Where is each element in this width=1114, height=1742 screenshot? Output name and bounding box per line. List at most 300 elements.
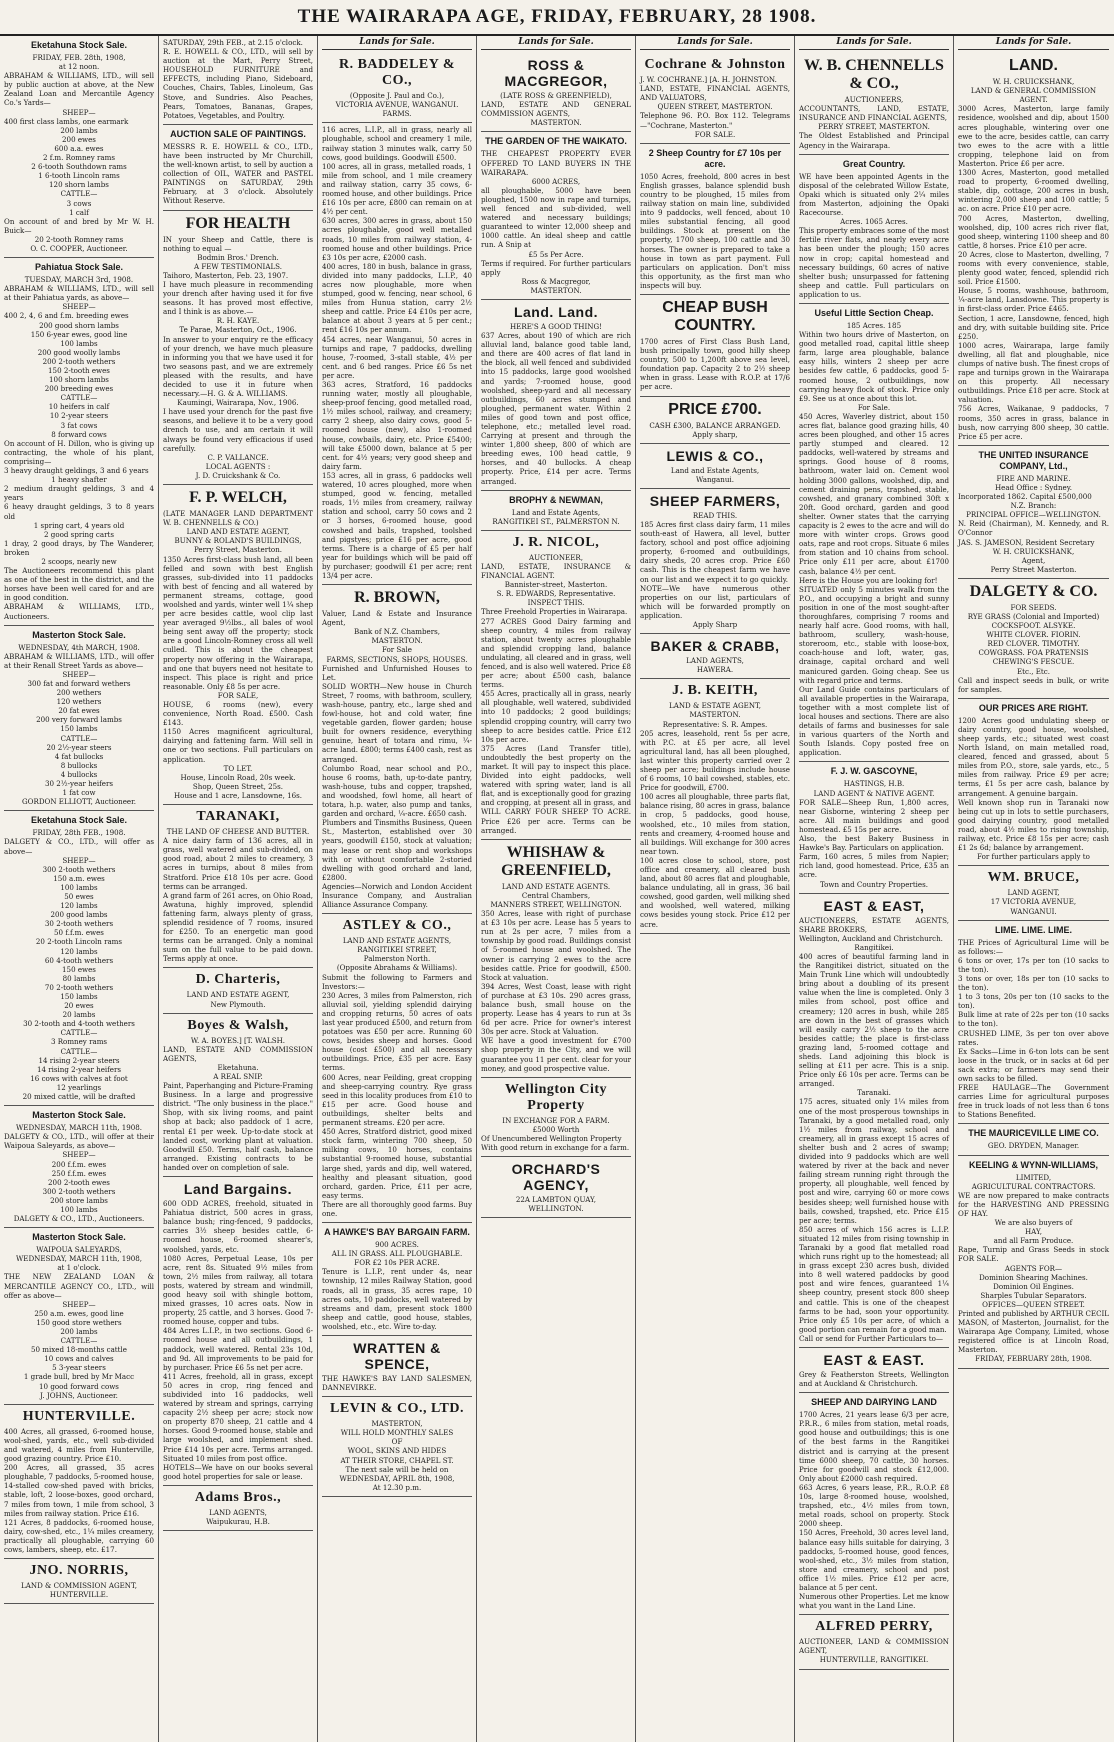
column-6: [795, 36, 954, 1742]
ad-text-line: CATTLE—: [60, 189, 98, 199]
ad-text-line: 200 wethers: [56, 688, 102, 698]
ad-text-line: SHEEP—: [62, 107, 96, 117]
ad-text-line: 363 acres, Stratford, 16 paddocks running water, mostly all ploughable, sheep-proof fencing, good metalled road, 1½ miles school, railway, and creamery; carry 2 sheep, also dairy cows, good 5-roomed house (new), also 1-roomed house, cowbails, dairy, etc. Price £5400; will take £5000 down, balance at 5 per cent. for 4½ years; very good sheep and dairy farm.: [322, 380, 472, 471]
ad-text-line: CASH £300, BALANCE ARRANGED.: [649, 420, 781, 430]
column-5: [636, 36, 795, 1742]
advertisement: [163, 125, 313, 211]
column-7: [954, 36, 1113, 1742]
ad-text-line: At 12.30 p.m.: [372, 1482, 422, 1492]
ad-text-line: 1 grade bull, bred by Mr Macc: [23, 1372, 135, 1382]
ad-text-line: 250 f.f.m. ewes: [51, 1168, 107, 1178]
ad-text-line: Telephone 96. P.O. Box 112. Telegrams—"Cochrane, Masterton.": [640, 111, 790, 130]
ad-heading: J. R. NICOL,: [512, 534, 600, 550]
ad-text-line: Eketahuna.: [217, 1062, 259, 1072]
ad-text-line: OF: [391, 1437, 403, 1447]
ad-text-line: CATTLE—: [60, 1336, 98, 1346]
ad-text-line: 756 Acres, Waikanae, 9 paddocks, 7 rooms, 350 acres in grass, balance in bush, now carrying 800 sheep, 30 cattle. Price £5 per acre.: [958, 404, 1109, 441]
ad-text-line: CHEWING'S FESCUE.: [992, 657, 1075, 667]
ad-heading: FOR HEALTH: [185, 214, 291, 232]
advertisement: [958, 53, 1109, 446]
ad-text-line: 400 acres, 180 in bush, balance in grass, divided into many paddocks, L.I.P., 40 acres now ploughable, more when stumped, good w. fencing, near school, 6 miles from Hunua station, carry 2½ sheep and cattle. Price £4 £10s per acre, balance at about 3 years at 5 per cent.; rent £16 10s per annum.: [322, 261, 472, 335]
ad-heading: BROPHY & NEWMAN,: [509, 494, 603, 505]
ad-text-line: A REAL SNIP.: [213, 1072, 263, 1081]
ad-text-line: RED CLOVER. TIMOTHY.: [987, 639, 1080, 649]
ad-text-line: 20 Acres, close to Masterton, dwelling, 7 rooms with every convenience, stable, plenty good water, fenced, splendid rich soil. Price £1500.: [958, 249, 1109, 287]
ad-heading: EAST & EAST,: [823, 897, 925, 914]
ad-text-line: 3 cows: [66, 198, 92, 208]
ad-text-line: In answer to your enquiry re the efficacy of your drench, we have much pleasure in informing you that we have used it for two seasons past, and we are extremely pleased with the results, and have decided to use it in future when necessary.—H. G. & A. WILLIAMS.: [163, 334, 313, 399]
ad-heading: LEVIN & CO., LTD.: [329, 1401, 464, 1417]
ad-text-line: ALL IN GRASS. ALL PLOUGHABLE.: [331, 1249, 463, 1259]
ad-heading: DALGETY & CO.: [969, 582, 1098, 600]
ad-text-line: WEDNESDAY, APRIL 8th, 1908,: [339, 1473, 455, 1483]
ad-text-line: HUNTERVILLE.: [49, 1590, 109, 1600]
ad-text-line: ACCOUNTANTS, LAND, ESTATE, INSURANCE AND FINANCIAL AGENTS,: [799, 104, 949, 123]
ad-text-line: at 12 noon.: [58, 62, 100, 72]
advertisement: [799, 762, 949, 893]
ad-text-line: THE Prices of Agricultural Lime will be as follows:—: [958, 937, 1109, 956]
ad-text-line: WILL HOLD MONTHLY SALES: [340, 1428, 454, 1438]
ad-text-line: For further particulars apply to: [977, 852, 1090, 862]
ad-text-line: 200 2-tooth wethers: [42, 356, 116, 366]
advertisement: [481, 1157, 631, 1218]
ad-text-line: DALGETY & CO., LTD., will offer at their Waipoua Saleyards, as above—: [4, 1132, 154, 1151]
ad-text-line: 700 Acres, Masterton, dwelling, woolshed, dip, 100 acres rich river flat, good sheep, wintering 1100 sheep and 80 cattle, 8 horses. Price £10 per acre.: [958, 213, 1109, 250]
ad-text-line: ABRAHAM & WILLIAMS, LTD., will sell by public auction at above, at the New Zealand Loan and Mercantile Agency Co.'s Yards—: [4, 71, 154, 108]
ad-text-line: TO LET.: [223, 763, 253, 773]
ad-text-line: 663 Acres, 6 years lease, P.R., R.O.P. £8 10s, large 8-roomed house, woolshed, trapshed, etc., 4½ miles from town, metal roads, school on property. Stock 2000 sheep.: [799, 1482, 949, 1529]
advertisement: [163, 211, 313, 486]
advertisement: [322, 1397, 472, 1497]
ad-heading: Eketahuna Stock Sale.: [30, 40, 128, 50]
ad-heading: J. B. KEITH,: [672, 683, 758, 699]
advertisement: [481, 132, 631, 300]
advertisement: [163, 1014, 313, 1177]
ad-text-line: 1 6-tooth Lincoln rams: [38, 171, 120, 181]
advertisement: [799, 894, 949, 1348]
column-header: Lands for Sale.: [958, 36, 1109, 50]
advertisement: [322, 1223, 472, 1336]
column-2: [159, 36, 318, 1742]
ad-text-line: WAIPOUA SALEYARDS,: [36, 1245, 122, 1255]
ad-text-line: FARMS, SECTIONS, SHOPS, HOUSES.: [326, 654, 468, 664]
ad-text-line: FIRE AND MARINE.: [996, 473, 1071, 483]
ad-text-line: SHEEP—: [62, 669, 96, 679]
ad-text-line: 150 6-year ewes, good line: [30, 329, 128, 339]
ad-text-line: 20 ewes: [64, 1001, 94, 1011]
ad-text-line: Agencies—Norwich and London Accident Insurance Company, and Australian Alliance Assurance Company.: [322, 881, 472, 910]
ad-text-line: 2 good spring carts: [44, 529, 114, 539]
ad-text-line: Kaumingi, Wairarapa, Nov., 1906.: [177, 398, 299, 408]
ad-text-line: at 1 o'clock.: [57, 1263, 101, 1273]
advertisement: [799, 1393, 949, 1615]
ad-heading: F. P. WELCH,: [189, 489, 287, 507]
ad-text-line: 3 tons or over, 18s per ton (10 sacks to the ton).: [958, 973, 1109, 993]
ad-text-line: R. H. KAYE.: [216, 316, 260, 326]
ad-text-line: IN EXCHANGE FOR A FARM.: [502, 1115, 610, 1125]
ad-text-line: QUEEN STREET, MASTERTON.: [657, 102, 773, 112]
ad-text-line: 450 Acres, Stratford district, good mixed stock farm, wintering 700 sheep, 50 milking cows, 10 horses, contains substantial 9-roomed house, substantial large shed, yards and dip, well watered, healthy and pleasant situation, good orchard, garden. Price, £11 per acre, easy terms.: [322, 1127, 472, 1200]
ad-text-line: 6 tons or over, 17s per ton (10 sacks to the ton).: [958, 955, 1109, 974]
ad-text-line: SITUATED only 5 minutes walk from the P.O., and occupying a bright and sunny position in one of the most sought-after thoroughfares, comprising 7 rooms and nearly half acre. Good rooms, with hall, bathroom, scullery, wash-house, storeroom, etc., stable with loose-box, coach-house and loft, water, gas, drainage, capital orchard and well manicured garden. Going cheap. See us with regard price and terms.: [799, 584, 949, 685]
ad-text-line: Apply Sharp: [692, 620, 738, 630]
ad-text-line: WE have a good investment for £700 shop property in the City, and we will guarantee you 11 per cent. clear for your money, and good prospective value.: [481, 1036, 631, 1073]
ad-text-line: WHITE CLOVER. FIORIN.: [986, 630, 1081, 640]
ad-text-line: IN your Sheep and Cattle, there is nothing to equal —: [163, 234, 313, 253]
ad-heading: Land Bargains.: [183, 1181, 293, 1198]
ad-heading: Pahiatua Stock Sale.: [34, 262, 124, 273]
ad-text-line: Wellington, Auckland and Christchurch.: [799, 933, 943, 943]
ad-heading: R. BROWN,: [354, 589, 440, 607]
advertisement: [4, 1106, 154, 1228]
ad-text-line: 6 heavy draught geldings, 3 to 8 years old: [4, 502, 154, 521]
ad-heading: BAKER & CRABB,: [650, 638, 780, 655]
advertisement: [640, 444, 790, 489]
ad-text-line: 230 Acres, 3 miles from Palmerston, rich alluvial soil, yielding splendid dairying and cropping returns, 50 acres of oats last year produced £500, and return from potatoes was £50 per acre. Running 60 cows, besides sheep and horses. Good house (cost £500) and all necessary outbuildings. Price, £35 per acre. Easy terms.: [322, 990, 472, 1073]
ad-text-line: 300 2-tooth wethers: [42, 864, 116, 874]
ad-text-line: Printed and published by ARTHUR CECIL MASON, of Masterton, Journalist, for the Wairarapa Age Company, Limited, whose registered office is at Lincoln Road, Masterton.: [958, 1308, 1110, 1355]
ad-text-line: Etc., Etc.: [1016, 666, 1051, 676]
advertisement: [958, 1124, 1109, 1155]
advertisement: [481, 1078, 631, 1157]
ad-text-line: MASTERTON.: [530, 285, 582, 295]
ad-text-line: LAND AGENTS,: [209, 1507, 267, 1517]
ad-text-line: 150 a.m. ewes: [53, 873, 105, 883]
ad-text-line: ABRAHAM & WILLIAMS, LTD., will sell at their Pahiatua yards, as above—: [4, 284, 154, 303]
ad-text-line: Incorporated 1862. Capital £500,000: [958, 492, 1092, 502]
ad-text-line: A FEW TESTIMONIALS.: [193, 261, 283, 271]
ad-text-line: 1700 Acres, 21 years lease 6/3 per acre, P.R.R., 6 miles from station, metal roads, good house and outbuildings; this is one of the best farms in the Rangitikei district and is carrying at the present time 6000 sheep, 70 cattle, 30 horses. Price for goodwill and stock £12,000. Only about £2000 cash required.: [799, 1410, 949, 1483]
ad-text-line: Taranaki.: [857, 1088, 891, 1098]
advertisement: [958, 1156, 1109, 1369]
ad-text-line: On account of H. Dillon, who is giving up contracting, the whole of his plant, comprising—: [4, 438, 154, 466]
ad-text-line: Within two hours drive of Masterton, on good metalled road, capital little sheep farm, large area ploughable, balance easy hills, winters 2 sheep per acre besides few cattle, 6 paddocks, good 5-roomed house, 2 outbuildings, now carrying heavy flock of stock. Price only £9. See us at once about this lot.: [799, 330, 949, 403]
ad-text-line: 150 Acres, Freehold, 30 acres level land, balance easy hills suitable for dairying, 3 paddocks, 5-roomed house, good fences, wool-shed, etc., 3½ miles from station, store and creamery, school and post office 1½ miles. Price £12 per acre, balance at 5 per cent.: [799, 1528, 949, 1592]
ad-heading: KEELING & WYNN-WILLIAMS,: [969, 1159, 1098, 1170]
ad-text-line: This property embraces some of the most fertile river flats, and nearly every acre has been under the plough; 150 acres now in crop; capital homestead and necessary buildings, 60 acres of native shelter bush; unsurpassed for fattening sheep and cattle. Full particulars on application to us.: [799, 226, 949, 299]
ad-text-line: House, 5 rooms, washhouse, bathroom, ¼-acre land, Lansdowne. This property is in first-class order. Price £465.: [958, 286, 1109, 314]
ad-text-line: FOR SEEDS.: [1010, 602, 1057, 612]
ad-text-line: Tenure is L.I.P., rent under 4s, near township, 12 miles Railway Station, good roads, all in grass, 35 acres rape, 10 acres oats, 10 paddocks, well watered by streams and dam, present stock 1800 sheep and cattle, good house, stables, woolshed, etc., etc. Wire to-day.: [322, 1267, 472, 1331]
ad-text-line: WEDNESDAY, 4th MARCH, 1908.: [18, 642, 140, 652]
ad-text-line: J. W. COCHRANE.] [A. H. JOHNSTON.: [640, 75, 777, 85]
ad-text-line: 153 acres, all in grass, 6 paddocks well watered, 10 acres ploughed, more when stumped, good w. fencing, metalled roads, 1½ miles from creamery, railway station and school, carry 50 cows and 2 or 3 horses, 6-roomed house, good cowshed and bails, trapshed, toolshed and pigstyes; price £16 per acre, good terms. There is a charge of £5 per half year for buildings which will be paid off by purchaser; goodwill £1 per acre; rent 13/4 per acre.: [322, 470, 472, 580]
ad-text-line: 400 acres of beautiful farming land in the Rangitikei district, situated on the Main Trunk Line which will undoubtedly bring about a doubling of its present value when the line is completed. Only 3 miles from school, post office and creamery; 120 acres in bush, while 285 are down in the best of grasses which will easily carry 2½ sheep to the acre besides cattle; the place is first-class grazing land, 5-roomed cottage and sheds. Land adjoining this block is selling at £11 per acre. This is a snip. Price only £6 10s per acre. Terms can be arranged.: [799, 951, 949, 1089]
ad-text-line: CATTLE—: [60, 393, 98, 403]
ad-text-line: GEO. DRYDEN, Manager.: [987, 1141, 1080, 1151]
ad-text-line: 200 good woolly lambs: [37, 347, 121, 357]
ad-text-line: Dominion Oil Engines.: [993, 1281, 1074, 1291]
ad-text-line: ABRAHAM & WILLIAMS, LTD., will offer at their Renall Street Yards as above—: [4, 651, 154, 670]
ad-text-line: GORDON ELLIOTT, Auctioneer.: [22, 797, 136, 807]
ad-text-line: £5000 Worth: [532, 1124, 580, 1134]
ad-text-line: WOOL, SKINS AND HIDES: [347, 1446, 447, 1456]
ad-text-line: LOCAL AGENTS :: [205, 461, 271, 471]
advertisement: [799, 53, 949, 155]
ad-text-line: 12 yearlings: [56, 1082, 102, 1092]
ad-text-line: LAND AGENTS,: [686, 656, 744, 666]
ad-text-line: 3 heavy draught geldings, 3 and 6 years: [4, 466, 149, 476]
ad-text-line: 1000 acres, Wairarapa, large family dwelling, all flat and ploughable, nice clumps of native bush. The finest crops of rape and turnips grown in the Wairarapa on this property. All necessary outbuildings. Price £18 per acre. Stock at valuation.: [958, 340, 1109, 405]
ad-text-line: House, Lincoln Road, 20s week.: [180, 772, 296, 782]
ad-text-line: COWGRASS. FOA PRATENSIS: [978, 648, 1089, 658]
ad-text-line: 100 lambs: [60, 1204, 98, 1214]
ad-text-line: Shop, Queen Street, 25s.: [192, 781, 284, 791]
ad-text-line: Submit the following to Farmers and Investors:—: [322, 972, 472, 991]
ad-text-line: 1150 Acres magnificent agricultural, dairying and fattening farm. Will sell in one or two sections. Full particulars on application.: [163, 727, 313, 764]
advertisement: [640, 295, 790, 397]
ad-text-line: 1 to 3 tons, 20s per ton (10 sacks to the ton).: [958, 992, 1109, 1011]
ad-heading: PRICE £700.: [668, 400, 762, 418]
advertisement: [640, 634, 790, 679]
ad-heading: 2 Sheep Country for £7 10s per acre.: [648, 147, 782, 169]
ad-text-line: A nice dairy farm of 136 acres, all in grass, well watered and sub-divided, on good road, about 2 miles to creamery, 3 acres in turnips, about 8 miles from Stratford. Price £18 10s per acre. Good terms can be arranged.: [163, 836, 313, 891]
ad-text-line: 300 fat and forward wethers: [27, 679, 131, 688]
ad-text-line: 400 first class lambs, one earmark: [4, 116, 129, 126]
ad-text-line: I have much pleasure in recommending your drench after having used it for five seasons. It has proved most effective, and I think is as above.—: [163, 279, 313, 317]
ad-text-line: 22A LAMBTON QUAY,: [515, 1195, 597, 1205]
ad-heading: THE GARDEN OF THE WAIKATO.: [485, 136, 627, 147]
ad-text-line: The Oldest Established and Principal Agency in the Wairarapa.: [799, 131, 949, 150]
ad-text-line: Paint, Paperhanging and Picture-Framing Business. In a large and progressive district. "The only business in the place." Shop, with six living rooms, and paint shop at back; also paddock of 1 acre, rental £1 per week. Up-to-date stock at landed cost, working plant at valuation. Goodwill £50. Terms, half cash, balance arranged. Existing contracts to be handed over on completion of sale.: [163, 1081, 313, 1172]
ad-heading: CHEAP BUSH COUNTRY.: [662, 298, 768, 334]
ad-text-line: RYE GRASS (Colonial and Imported): [967, 611, 1100, 621]
ad-heading: WRATTEN & SPENCE,: [353, 1340, 441, 1372]
ad-text-line: 150 2-tooth ewes: [48, 366, 110, 375]
ad-text-line: For Sale: [381, 645, 412, 655]
ad-heading: F. J. W. GASCOYNE,: [830, 766, 918, 777]
ad-text-line: Rangitikei.: [854, 942, 894, 952]
ad-text-line: HAY,: [1024, 1227, 1043, 1237]
advertisement: [163, 1486, 313, 1531]
ad-heading: TARANAKI,: [196, 809, 280, 825]
advertisement: [322, 1336, 472, 1397]
ad-text-line: 50 f.f.m. ewes: [54, 928, 104, 938]
ad-heading: THE UNITED INSURANCE COMPANY, Ltd.,: [978, 449, 1089, 471]
ad-text-line: THE HAWKE'S BAY LAND SALESMEN, DANNEVIRKE.: [322, 1374, 472, 1393]
ad-text-line: THE LAND OF CHEESE AND BUTTER.: [166, 827, 310, 837]
ad-text-line: MASTERTON.: [371, 636, 423, 646]
ad-text-line: THE NEW ZEALAND LOAN & MERCANTILE AGENCY CO., LTD., will offer as above—: [4, 1272, 154, 1300]
ad-text-line: MASTERTON.: [689, 710, 741, 720]
ad-text-line: 116 acres, L.I.P., all in grass, nearly all ploughable, school and creamery 1 mile, railway station 3 minutes walk, carry 50 cows, good buildings. Goodwill £500.: [322, 125, 472, 162]
ad-text-line: 375 Acres (Land Transfer title), undoubtedly the best property on the market. It will pay to inspect this place. Divided into eight paddocks, well watered with spring water, land is all flat, and is exceptionally good for grazing and cropping, at present all in grass, and WILL CARRY FOUR SHEEP TO ACRE. Price £26 per acre. Terms can be arranged.: [481, 743, 631, 835]
ad-text-line: 150 ewes: [62, 964, 96, 974]
advertisement: [4, 1405, 154, 1559]
ad-text-line: Grey & Featherston Streets, Wellington and at Auckland & Christchurch.: [799, 1370, 949, 1389]
ad-text-line: 200 lambs: [60, 1327, 98, 1336]
ad-text-line: 200 breeding ewes: [44, 384, 114, 394]
ad-text-line: Ross & Macgregor,: [521, 276, 591, 286]
ad-text-line: (LATE MANAGER LAND DEPARTMENT W. B. CHENNELLS & CO.): [163, 509, 313, 528]
ad-text-line: SHEEP—: [62, 855, 96, 865]
ad-text-line: 1050 Acres, freehold, 800 acres in best English grasses, balance splendid bush country to be ploughed, 15 miles from railway station on main line, subdivided into 9 paddocks, well fenced, about 10 miles substantial fencing, all good buildings. Stock at present on the property, 1700 sheep, 100 cattle and 30 horses. The owner is prepared to take a house in town as part payment. Full particulars on application. Don't miss this opportunity, as the first man who inspects will buy.: [640, 171, 790, 290]
ad-text-line: 200 2-tooth ewes: [48, 1177, 110, 1187]
ad-heading: OUR PRICES ARE RIGHT.: [978, 702, 1089, 713]
ad-text-line: W. H. CRUICKSHANK,: [992, 77, 1075, 87]
ad-text-line: Apply sharp,: [692, 429, 738, 439]
advertisement: [640, 144, 790, 295]
advertisement: [322, 123, 472, 585]
ad-text-line: 1 fat cow: [62, 788, 96, 798]
ad-text-line: 20 mixed cattle, will be drafted: [22, 1092, 136, 1102]
ad-text-line: 454 acres, near Wanganui, 50 acres in turnips and rape, 7 paddocks, dwelling house, 7-roomed, 3-stall stable, 4½ per cent. and 6 bed ranges. Price £6 5s net per acre.: [322, 334, 472, 380]
ad-text-line: N. Reid (Chairman), M. Kennedy, and R. O'Connor: [958, 519, 1109, 538]
ad-text-line: LAND AGENT & NATIVE AGENT.: [813, 788, 935, 798]
ad-text-line: 70 2-tooth wethers: [44, 982, 114, 992]
ad-text-line: Columbo Road, near school and P.O., house 6 rooms, bath, up-to-date pantry, wash-house, tubs and copper, trapshed, and woodshed, fowl home, all heart of totara, h.p. water, also pump and tanks, garden and orchard, ¼-acre. £650 cash.: [322, 763, 472, 819]
ad-text-line: AGRICULTURAL CONTRACTORS.: [971, 1181, 1096, 1191]
ad-text-line: Head Office : Sydney.: [994, 482, 1073, 492]
ad-text-line: 100 lambs: [60, 882, 98, 892]
ad-text-line: AUCTIONEER, LAND & COMMISSION AGENT,: [799, 1637, 949, 1656]
ad-text-line: Representative: S. R. Ampes.: [662, 719, 768, 729]
ad-text-line: House and 1 acre, Lansdowne, 16s.: [173, 790, 302, 800]
ad-text-line: 120 wethers: [56, 697, 102, 707]
ad-text-line: 20 2-tooth Lincoln rams: [35, 937, 123, 947]
ad-text-line: FRIDAY, FEBRUARY 28th, 1908.: [975, 1354, 1092, 1364]
ad-heading: SHEEP FARMERS,: [649, 492, 781, 509]
ad-text-line: 850 acres of which 156 acres is L.I.P. situated 12 miles from rising township in Taranaki by a good flat metalled road which runs right up to the homestead; all in grass except 230 acres bush, divided into 8 well watered paddocks by good post and wire fences, guaranteed 1¼ sheep country, present stock 800 sheep and cattle. This is one of the cheapest farms to be had, soon your opportunity. Price only £5 10s per acre, of which a good portion can remain for a good man.: [799, 1224, 949, 1334]
ad-text-line: R. E. HOWELL & CO., LTD., will sell by auction at the Mart, Perry Street, HOUSEHOLD FURNITURE and EFFECTS, including Piano, Sideboard, Couches, Chairs, Tables, Linoleum, Gas Stove, and Sundries. Also Peaches, Pears, Tomatoes, Bananas, Grapes, Potatoes, Vegetables, and Poultry.: [163, 47, 313, 120]
ad-text-line: 16 cows with calves at foot: [30, 1073, 128, 1083]
ad-heading: Boyes & Walsh,: [187, 1017, 289, 1033]
ad-text-line: 600 Acres, near Feilding, great cropping and sheep-carrying country. Rye grass seed in this locality produces from £10 to £15 per acre. Good house and outbuildings, shelter belts and permanent streams. £20 per acre.: [322, 1072, 472, 1128]
ad-text-line: 8 bullocks: [60, 760, 98, 770]
ad-text-line: CRUSHED LIME, 3s per ton over above rates.: [958, 1028, 1109, 1047]
ad-text-line: 300 2-tooth wethers: [42, 1186, 116, 1196]
advertisement: [163, 968, 313, 1013]
ad-text-line: Furnished and Unfurnished Houses to Let.: [322, 663, 472, 682]
ad-text-line: MESSRS R. E. HOWELL & CO., LTD., have been instructed by Mr Churchill, the well-known artist, to sell by auction a collection of OIL, WATER and PASTEL PAINTINGS on SATURDAY, 29th February, at 3 o'clock. Absolutely Without Reserve.: [163, 141, 313, 206]
ad-heading: EAST & EAST.: [823, 1352, 925, 1368]
ad-text-line: FOR SALE—Sheep Run, 1,800 acres, near Gisborne, wintering 2 sheep per acre. All main buildings and good homestead. £5 15s per acre.: [799, 797, 949, 834]
ad-heading: Great Country.: [842, 158, 906, 169]
ad-text-line: 200 f.f.m. ewes: [51, 1159, 107, 1169]
ad-text-line: FRIDAY, 28th FEB., 1908.: [32, 828, 126, 838]
ad-text-line: HOTELS—We have on our books several good hotel properties for sale or lease.: [163, 1462, 313, 1481]
ad-text-line: 1 calf: [69, 207, 89, 217]
ad-text-line: Bodmin Bros.' Drench.: [197, 252, 279, 262]
ad-text-line: 200 good lambs: [50, 910, 108, 920]
advertisement: [640, 679, 790, 933]
advertisement: [481, 491, 631, 531]
ad-text-line: Call or send for Further Particulars to—: [799, 1333, 943, 1343]
ad-text-line: Land and Estate Agents,: [511, 507, 601, 517]
ad-text-line: CATTLE—: [60, 733, 98, 743]
ad-text-line: DALGETY & CO., LTD., will offer as above—: [4, 837, 154, 856]
ad-text-line: RANGITIKEI ST., PALMERSTON N.: [492, 516, 620, 526]
ad-text-line: Sharples Tubular Separators.: [980, 1290, 1087, 1300]
ad-text-line: 17 VICTORIA AVENUE,: [990, 897, 1077, 907]
columns-container: [0, 36, 1114, 1742]
ad-text-line: 80 lambs: [62, 973, 96, 983]
ad-text-line: FOR £2 10s PER ACRE.: [354, 1258, 440, 1268]
ad-text-line: 50 mixed 18-months cattle: [31, 1345, 127, 1355]
ad-text-line: 205 acres, leasehold, rent 5s per acre, with P.C. at £5 per acre, all level agricultural land, has all been ploughed, last winter this property carried over 2 sheep per acre; buildings include house of 6 rooms, 10 bail cowshed, stables, etc. Price for goodwill, £700.: [640, 728, 790, 793]
ad-text-line: 1350 Acres first-class bush land, all been felled and sown with best English grasses, sub-divided into 11 paddocks with best of fencing and all watered by permanent streams, cottage, good woolshed and yards, winter well 1¼ shep per acre besides cattle, wool clip last year averaged 9½lbs., all bales of wool being sent away off the property; stock are a good Lincoln-Romney cross all well culled. This is about the cheapest property now offering in the Wairarapa, and one that buyers need not hesitate to inspect. This place is right and price reasonable. Only £8 5s per acre.: [163, 554, 313, 691]
ad-text-line: Town and Country Properties.: [819, 879, 929, 889]
ad-text-line: SHEEP—: [62, 302, 96, 312]
ad-text-line: FREE HAULAGE—The Government carries Lime for agricultural purposes free in truck loads of not less than 6 tons to Stations Benefited.: [958, 1083, 1109, 1120]
ad-text-line: 600 a.a. ewes: [54, 143, 104, 153]
ad-heading: LEWIS & CO.,: [666, 447, 764, 464]
ad-text-line: Plumbers and Tinsmiths Business, Queen St., Masterton, established over 30 years, goodwill £150, stock at valuation; may lease or rent shop and workshops with or without comfortable 2-storied dwelling with good orchard and land, £2800.: [322, 818, 472, 882]
ad-text-line: S. R. EDWARDS, Representative.: [496, 589, 616, 599]
advertisement: [799, 1615, 949, 1669]
advertisement: [640, 489, 790, 634]
ad-text-line: 2 medium draught geldings, 3 and 4 years: [4, 484, 154, 503]
ad-text-line: AUCTIONEERS,: [844, 95, 904, 105]
ad-heading: D. Charteris,: [195, 972, 281, 988]
ad-text-line: 185 Acres first class dairy farm, 11 miles south-east of Hawera, all level, butter factory, school and post office adjoining property, 6-roomed and outbuildings, dairy sheds, 20 acres crop. Price £60 cash. This is the cheapest farm we have on our list and we expect it to go quickly.: [640, 520, 790, 584]
ad-heading: Masterton Stock Sale.: [32, 1110, 126, 1121]
ad-text-line: A grand farm of 261 acres, on Ohio Road, Awatuna, highly improved, splendid fattening farm, always plenty of grass, splendid residence of 7 rooms, insured for £250. To an energetic man good terms can be arranged. Only a nominal sum on the full value to be paid down. Terms apply at once.: [163, 890, 313, 964]
ad-text-line: LAND, ESTATE, FINANCIAL AGENTS, AND VALUATORS,: [640, 84, 790, 103]
ad-text-line: FOR SALE,: [217, 690, 259, 700]
ad-text-line: BUNNY & ROLAND'S BUILDINGS,: [174, 536, 302, 546]
ad-text-line: 30 2½-year heifers: [44, 779, 114, 789]
ad-text-line: PRINCIPAL OFFICE—WELLINGTON.: [966, 510, 1101, 520]
ad-text-line: Bannister-street, Masterton.: [504, 580, 608, 590]
ad-text-line: 3000 Acres, Masterton, large family residence, woolshed and dip, about 1500 acres ploughable, wintering over one ewe to the acre, besides cattle, can carry two ewes to the acre with a little cropping, telephone laid on from Masterton. Price £6 per acre.: [958, 104, 1109, 168]
ad-text-line: 14 rising 2-year steers: [38, 1055, 120, 1065]
ad-text-line: Numerous other Properties. Let me know what you want in the Land Line.: [799, 1592, 949, 1611]
ad-text-line: TUESDAY, MARCH 3rd, 1908.: [24, 275, 134, 285]
ad-text-line: J. D. Cruickshank & Co.: [195, 470, 281, 480]
advertisement: [481, 300, 631, 491]
ad-text-line: Land and Estate Agents,: [670, 465, 760, 475]
ad-text-line: 121 Acres, 8 paddocks, 6-roomed house, dairy, cow-shed, etc., 1¼ miles creamery, practically all ploughable, carrying 60 cows, lambers, sheep, etc. £17.: [4, 1517, 154, 1554]
ad-text-line: AUCTIONEERS, ESTATE AGENTS, SHARE BROKERS,: [799, 915, 949, 934]
ad-text-line: N.Z. Branch:: [1010, 501, 1057, 511]
ad-text-line: 5 3-year steers: [52, 1363, 106, 1373]
ad-text-line: Central Chambers,: [521, 890, 591, 900]
ad-text-line: Waipukurau, H.B.: [206, 1517, 270, 1527]
ad-text-line: 2 scoops, nearly new: [41, 556, 117, 566]
ad-text-line: 200 ewes: [62, 134, 96, 144]
advertisement: [799, 155, 949, 304]
ad-text-line: (Opposite J. Paul and Co.),: [349, 91, 445, 101]
ad-text-line: 175 acres, situated only 1¼ miles from one of the most prosperous townships in Taranaki, by a good metalled road, only 1½ miles from railway, school and creamery, all in grass except 15 acres of shelter bush and 2 acres of swamp; divided into 9 paddocks which are well watered by river at the back and never failing stream running right through the property, all ploughable, well fenced by post and wire, carrying 60 or more cows besides sheep; well furnished house with bails, cowshed, trapshed, etc. Price £15 per acre; terms.: [799, 1097, 949, 1225]
advertisement: [958, 446, 1109, 579]
ad-heading: HUNTERVILLE.: [22, 1408, 136, 1424]
ad-text-line: WEDNESDAY, MARCH 11th, 1908.: [15, 1123, 143, 1133]
ad-text-line: Bulk lime at rate of 22s per ton (10 sacks to the ton).: [958, 1010, 1109, 1029]
ad-text-line: SOLID WORTH—New house in Church Street, 7 rooms, with bathroom, scullery, wash-house, pantry, etc., large shed and fowl-house, hot and cold water, fine vegetable garden, flower garden; house built for owners residence, everything genuine, heart of totara and rimu, ¼-acre land. £800; terms £400 cash, rest as arranged.: [322, 681, 472, 764]
ad-text-line: all ploughable, 5000 have been ploughed, 1500 now in rape and turnips, well fenced and sub-divided, well watered and necessary buildings; guaranteed to winter 12,000 sheep and 1000 cattle. An ideal sheep and cattle run. A Snip at: [481, 185, 631, 250]
ad-text-line: AUCTIONEER,: [528, 552, 584, 562]
ad-text-line: SHEEP—: [62, 1299, 96, 1309]
ad-heading: Cochrane & Johnston: [644, 57, 786, 73]
ad-heading: R. BADDELEY & CO.,: [338, 57, 456, 89]
ad-text-line: Wanganui.: [696, 474, 734, 484]
ad-text-line: DALGETY & CO., LTD., Auctioneers.: [13, 1214, 145, 1224]
ad-text-line: LAND & ESTATE AGENT,: [669, 701, 761, 711]
ad-heading: AUCTION SALE OF PAINTINGS.: [170, 128, 306, 139]
ad-text-line: 185 Acres. 185: [846, 320, 902, 330]
ad-text-line: 10 heifers in calf: [48, 402, 110, 412]
advertisement: [799, 1348, 949, 1393]
ad-text-line: 120 shorn lambs: [49, 180, 109, 190]
ad-text-line: Dominion Shearing Machines.: [979, 1272, 1088, 1282]
ad-heading: SHEEP AND DAIRYING LAND: [811, 1397, 937, 1408]
ad-text-line: Call and inspect seeds in bulk, or write for samples.: [958, 675, 1109, 694]
ad-text-line: 1200 Acres good undulating sheep or dairy country, good house, woolshed, sheep yards, etc.; situated west coast North Island, on main metalled road, cleared, fenced and grassed, about 5 miles from P.O., store, sale yards, etc., 5 miles from railway. Price £9 per acre; terms, £1 5s per acre cash, balance by arrangement. A genuine bargain.: [958, 715, 1109, 798]
ad-text-line: 277 ACRES Good Dairy farming and sheep country, 4 miles from railway station, about twenty acres ploughable and splendid cropping land, balance undulating, all cleared and in grass, well fenced, and is also well watered. Price £8 per acre; about £500 cash, balance terms.: [481, 616, 631, 690]
ad-text-line: INSPECT THIS.: [527, 598, 585, 608]
ad-text-line: HERE'S A GOOD THING!: [509, 321, 602, 331]
